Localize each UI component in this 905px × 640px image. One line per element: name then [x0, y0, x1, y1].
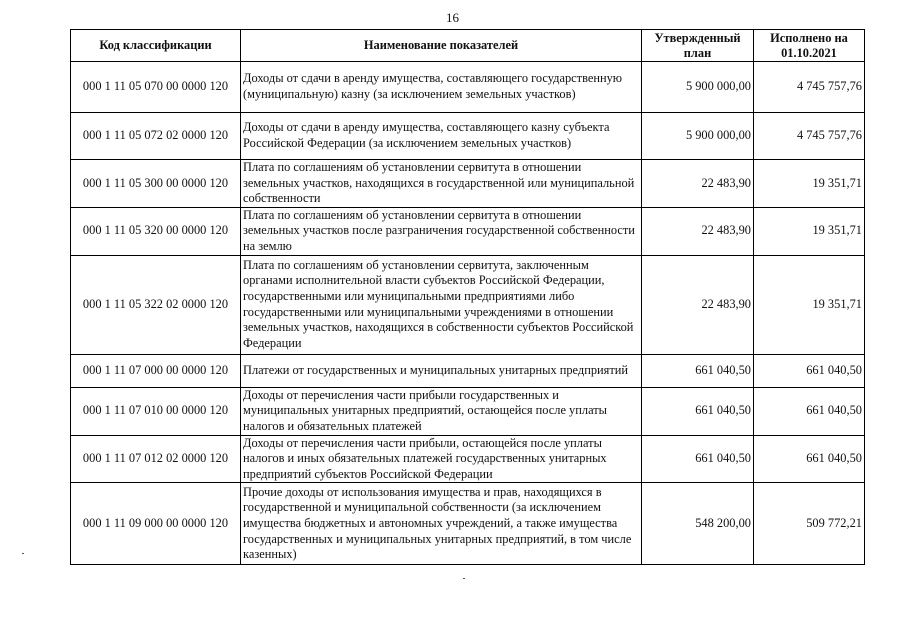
row-name: Доходы от сдачи в аренду имущества, составляющего казну субъекта Российской Федерации (за исключением земельных участков): [241, 113, 642, 160]
row-done: 509 772,21: [754, 483, 865, 565]
row-name: Доходы от перечисления части прибыли государственных и муниципальных унитарных предприятий, остающейся после уплаты налогов и обязательных платежей: [241, 387, 642, 435]
row-name: Прочие доходы от использования имущества и прав, находящихся в государственной и муниципальной собственности (за исключением имущества бюджетных и автономных учреждений, а также имущества государственных и муниципальных унитарных предприятий, в том числе казенных): [241, 483, 642, 565]
table-header-row: [71, 30, 865, 62]
scan-speck: [463, 578, 465, 579]
row-plan: 5 900 000,00: [642, 62, 754, 113]
row-done: 19 351,71: [754, 255, 865, 354]
scan-speck: [22, 553, 24, 554]
row-done: 4 745 757,76: [754, 62, 865, 113]
row-plan: 22 483,90: [642, 160, 754, 208]
row-code: 000 1 11 07 012 02 0000 120: [71, 435, 241, 483]
header-done: Исполнено на 01.10.2021: [754, 30, 865, 62]
row-code: 000 1 11 05 070 00 0000 120: [71, 62, 241, 113]
row-code: 000 1 11 05 320 00 0000 120: [71, 207, 241, 255]
row-code: 000 1 11 07 000 00 0000 120: [71, 354, 241, 387]
row-plan: 661 040,50: [642, 435, 754, 483]
row-done: 661 040,50: [754, 435, 865, 483]
row-done: 661 040,50: [754, 387, 865, 435]
row-plan: 548 200,00: [642, 483, 754, 565]
row-name: Доходы от перечисления части прибыли, остающейся после уплаты налогов и иных обязательных платежей государственных унитарных предприятий субъектов Российской Федерации: [241, 435, 642, 483]
table-row: [71, 483, 865, 565]
table-row: [71, 113, 865, 160]
budget-table: [70, 29, 865, 565]
row-name: Плата по соглашениям об установлении сервитута в отношении земельных участков после разграничения государственной собственности на землю: [241, 207, 642, 255]
table-row: [71, 160, 865, 208]
row-plan: 661 040,50: [642, 387, 754, 435]
row-name: Доходы от сдачи в аренду имущества, составляющего государственную (муниципальную) казну (за исключением земельных участков): [241, 62, 642, 113]
row-name: Платежи от государственных и муниципальных унитарных предприятий: [241, 354, 642, 387]
table-row: [71, 207, 865, 255]
header-plan: Утвержденный план: [642, 30, 754, 62]
row-code: 000 1 11 05 072 02 0000 120: [71, 113, 241, 160]
header-code: Код классификации: [71, 30, 241, 62]
page-number: 16: [446, 10, 459, 25]
row-plan: 22 483,90: [642, 255, 754, 354]
row-done: 661 040,50: [754, 354, 865, 387]
table-row: [71, 387, 865, 435]
table-row: [71, 354, 865, 387]
header-name: Наименование показателей: [241, 30, 642, 62]
row-code: 000 1 11 05 300 00 0000 120: [71, 160, 241, 208]
table-row: [71, 62, 865, 113]
row-code: 000 1 11 07 010 00 0000 120: [71, 387, 241, 435]
row-done: 19 351,71: [754, 207, 865, 255]
row-code: 000 1 11 09 000 00 0000 120: [71, 483, 241, 565]
table-row: [71, 255, 865, 354]
table-row: [71, 435, 865, 483]
row-done: 4 745 757,76: [754, 113, 865, 160]
row-plan: 661 040,50: [642, 354, 754, 387]
row-name: Плата по соглашениям об установлении сервитута, заключенным органами исполнительной власти субъектов Российской Федерации, государственными или муниципальными предприятиями либо государственными или муниципальными учреждениями в отношении земельных участков, находящихся в собственности субъектов Российской Федерации: [241, 255, 642, 354]
row-name: Плата по соглашениям об установлении сервитута в отношении земельных участков, находящихся в государственной или муниципальной собственности: [241, 160, 642, 208]
row-plan: 22 483,90: [642, 207, 754, 255]
row-done: 19 351,71: [754, 160, 865, 208]
row-code: 000 1 11 05 322 02 0000 120: [71, 255, 241, 354]
row-plan: 5 900 000,00: [642, 113, 754, 160]
